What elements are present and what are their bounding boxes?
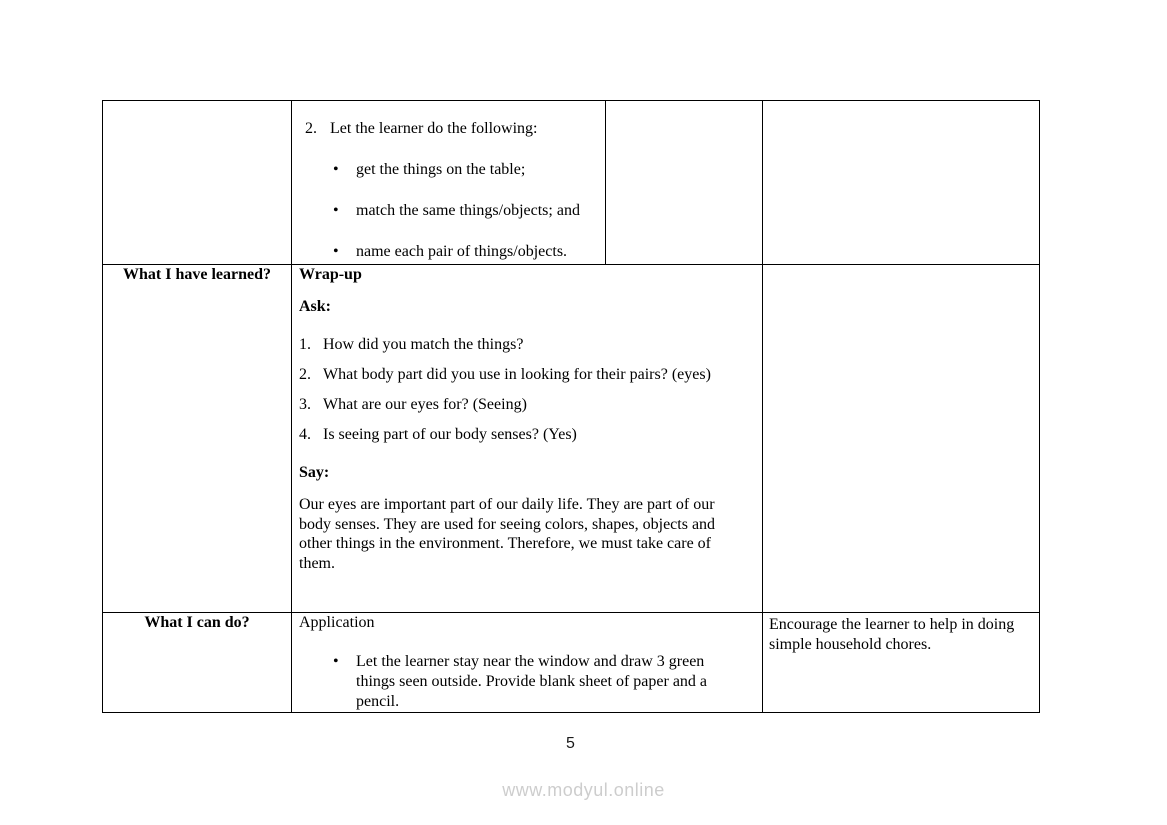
question-text: What body part did you use in looking for their pairs? (eyes) (323, 366, 711, 383)
bullet-text: match the same things/objects; and (356, 202, 580, 219)
bullet-icon: • (333, 161, 339, 178)
list-item (333, 201, 597, 221)
page-number: 5 (566, 735, 575, 752)
question-item (299, 365, 754, 385)
numbered-activity-item (299, 119, 597, 139)
question-item (299, 425, 754, 445)
list-item (333, 242, 597, 262)
activity-bullet-list (333, 160, 597, 262)
row-header-what-i-can-do: What I can do? (103, 613, 292, 713)
question-item (299, 335, 754, 355)
ask-label: Ask: (299, 298, 332, 315)
list-number: 3. (299, 396, 311, 413)
row-header-what-i-have-learned: What I have learned? (103, 265, 292, 613)
wrap-up-label: Wrap-up (299, 266, 362, 283)
say-label: Say: (299, 464, 330, 481)
bullet-icon: • (333, 653, 339, 670)
bullet-icon: • (333, 243, 339, 260)
cell-empty-middle (606, 101, 763, 265)
list-number: 1. (299, 336, 311, 353)
table-row-what-i-have-learned (103, 265, 1040, 613)
cell-wrap-up-content (292, 265, 763, 613)
table-row-activity-continuation (103, 101, 1040, 265)
question-text: Is seeing part of our body senses? (Yes) (323, 426, 577, 443)
table-row-what-i-can-do (103, 613, 1040, 713)
bullet-text: Let the learner stay near the window and draw 3 green things seen outside. Provide blank sheet of paper and a pencil. (356, 653, 708, 710)
bullet-icon: • (333, 202, 339, 219)
cell-activity-steps (292, 101, 606, 265)
list-item (333, 160, 597, 180)
question-text: What are our eyes for? (Seeing) (323, 396, 527, 413)
list-number: 4. (299, 426, 311, 443)
activity-text: Let the learner do the following: (330, 120, 538, 137)
say-paragraph: Our eyes are important part of our daily life. They are part of our body senses. They are used for seeing colors, shapes, objects and other things in the environment. Therefore, we must take care of them. (299, 496, 716, 572)
question-item (299, 395, 754, 415)
list-number: 2. (305, 120, 317, 137)
cell-empty-remarks (763, 101, 1040, 265)
cell-empty-remarks (763, 265, 1040, 613)
application-label: Application (299, 614, 375, 631)
question-text: How did you match the things? (323, 336, 524, 353)
cell-remarks: Encourage the learner to help in doing simple household chores. (763, 613, 1040, 713)
bullet-text: name each pair of things/objects. (356, 243, 568, 260)
bullet-text: get the things on the table; (356, 161, 526, 178)
application-bullet-list (333, 652, 754, 712)
lesson-plan-table (102, 100, 1040, 713)
cell-application-content (292, 613, 763, 713)
list-number: 2. (299, 366, 311, 383)
list-item (333, 652, 754, 712)
cell-empty-label (103, 101, 292, 265)
watermark-text: www.modyul.online (502, 780, 665, 800)
